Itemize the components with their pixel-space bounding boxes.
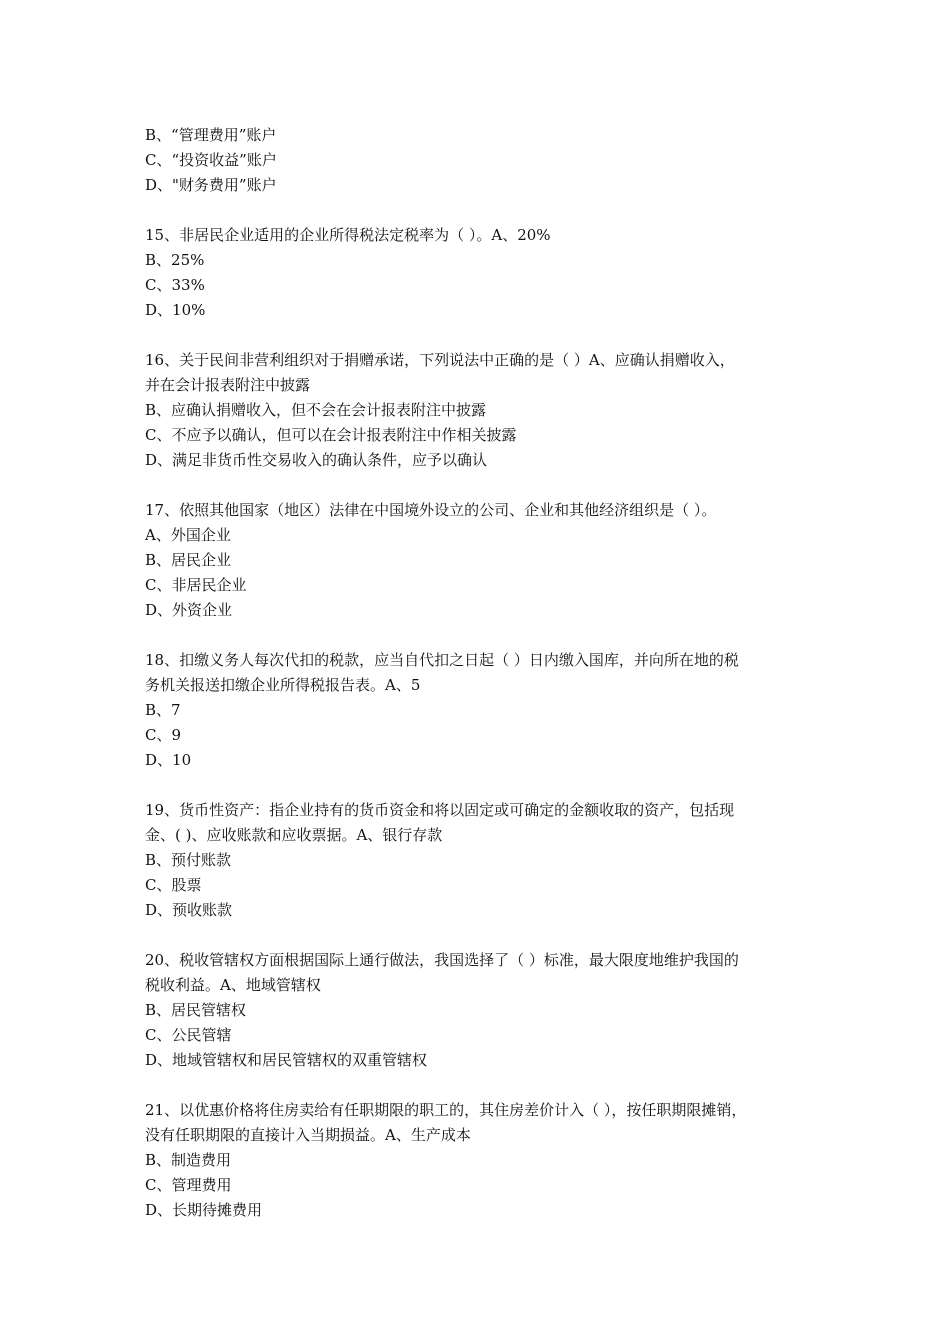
question-16: [145, 348, 825, 473]
question-18: [145, 648, 825, 773]
option-line: D、长期待摊费用: [145, 1201, 263, 1219]
option-line: D、地域管辖权和居民管辖权的双重管辖权: [145, 1051, 428, 1069]
question-stem: 15、非居民企业适用的企业所得税法定税率为（ ）。A、20%: [145, 226, 551, 244]
question-stem-continued: 税收利益。A、地域管辖权: [145, 976, 321, 994]
option-line: B、“管理费用”账户: [145, 126, 277, 144]
option-line: B、25%: [145, 251, 205, 269]
option-line: B、7: [145, 701, 181, 719]
option-line: C、股票: [145, 876, 202, 894]
option-line: C、33%: [145, 276, 205, 294]
option-line: D、满足非货币性交易收入的确认条件，应予以确认: [145, 451, 488, 469]
question-stem: 16、关于民间非营利组织对于捐赠承诺，下列说法中正确的是（ ）A、应确认捐赠收入，: [145, 351, 735, 369]
option-line: B、制造费用: [145, 1151, 232, 1169]
option-line: A、外国企业: [145, 526, 231, 544]
question-stem-continued: 并在会计报表附注中披露: [145, 376, 311, 394]
question-stem: 17、依照其他国家（地区）法律在中国境外设立的公司、企业和其他经济组织是（ ）。: [145, 501, 717, 519]
question-17: [145, 498, 825, 623]
question-stem: 18、扣缴义务人每次代扣的税款，应当自代扣之日起（ ）日内缴入国库，并向所在地的税: [145, 651, 739, 669]
option-line: D、10%: [145, 301, 206, 319]
question-stem-continued: 没有任职期限的直接计入当期损益。A、生产成本: [145, 1126, 471, 1144]
question-stem-continued: 务机关报送扣缴企业所得税报告表。A、5: [145, 676, 421, 694]
option-line: B、居民企业: [145, 551, 232, 569]
option-line: D、"财务费用”账户: [145, 176, 277, 194]
option-line: C、“投资收益”账户: [145, 151, 277, 169]
question-stem: 19、货币性资产：指企业持有的货币资金和将以固定或可确定的金额收取的资产，包括现: [145, 801, 735, 819]
question-14-options: [145, 123, 825, 198]
option-line: B、预付账款: [145, 851, 232, 869]
question-20: [145, 948, 825, 1073]
option-line: D、预收账款: [145, 901, 233, 919]
option-line: C、管理费用: [145, 1176, 232, 1194]
question-stem-continued: 金、( )、应收账款和应收票据。A、银行存款: [145, 826, 443, 844]
option-line: C、不应予以确认，但可以在会计报表附注中作相关披露: [145, 426, 517, 444]
document-page: [145, 123, 825, 1248]
question-stem: 21、以优惠价格将住房卖给有任职期限的职工的，其住房差价计入（ ），按任职期限摊销，: [145, 1101, 747, 1119]
option-line: D、外资企业: [145, 601, 233, 619]
question-stem: 20、税收管辖权方面根据国际上通行做法，我国选择了（ ）标准，最大限度地维护我国的: [145, 951, 739, 969]
option-line: C、非居民企业: [145, 576, 247, 594]
option-line: C、公民管辖: [145, 1026, 232, 1044]
option-line: B、居民管辖权: [145, 1001, 247, 1019]
option-line: B、应确认捐赠收入，但不会在会计报表附注中披露: [145, 401, 487, 419]
option-line: C、9: [145, 726, 182, 744]
question-15: [145, 223, 825, 323]
question-21: [145, 1098, 825, 1223]
option-line: D、10: [145, 751, 192, 769]
question-19: [145, 798, 825, 923]
